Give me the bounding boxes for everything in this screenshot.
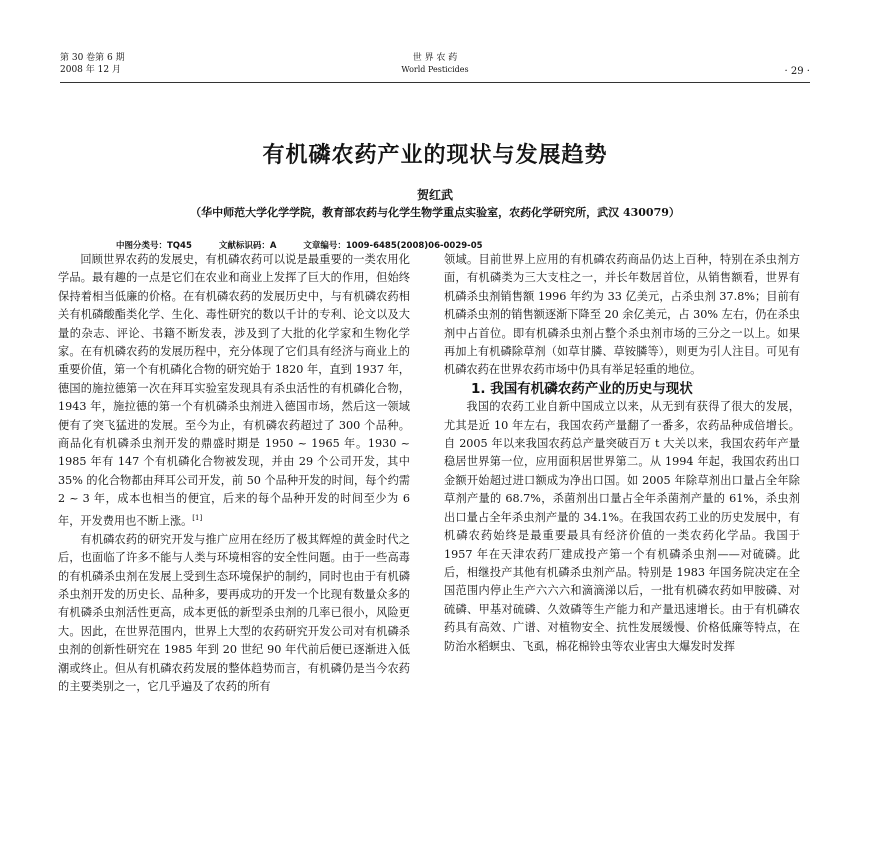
header-journal-block (0, 52, 870, 76)
header-journal-cn: 世 界 农 药 (412, 53, 458, 63)
left-paragraph-2: 有机磷农药的研究开发与推广应用在经历了极其辉煌的黄金时代之后，也面临了许多不能与人类与环境相容的安全性问题。由于一些高毒的有机磷杀虫剂在发展上受到生态环境保护的制约，同时也由于有机磷杀虫剂开发的历史长、品种多，要再成功的开发一个比现有数量众多的有机磷杀虫剂活性更高，成本更低的新型杀虫剂的几率已很小，风险更大。因此，在世界范围内，世界上大型的农药研究开发公司对有机磷杀虫剂的创新性研究在 1985 年到 20 世纪 90 年代前后便已逐渐进入低潮或终止。但从有机磷农药发展的整体趋势而言，有机磷仍是当今农药的主要类别之一，它几乎遍及了农药的所有 (58, 532, 410, 694)
left-paragraph-1-text: 回顾世界农药的发展史，有机磷农药可以说是最重要的一类农用化学品。最有趣的一点是它们在农业和商业上发挥了巨大的作用，但始终保持着相当低廉的价格。在有机磷农药的发展历史中，与有机磷农药相关有机磷酸酯类化学、生化、毒性研究的数以千计的专利、论文以及大量的杂志、评论、书籍不断发表，涉及到了大批的化学家和生物化学家。在有机磷农药的发展历程中，充分体现了它们具有经济与商业上的重要价值，第一个有机磷化合物的研究始于 1820 年，直到 1937 年，德国的施拉德第一次在拜耳实验室发现具有杀虫活性的有机磷化合物，1943 年，施拉德的第一个有机磷杀虫剂进入德国市场，然后这一领域便有了突飞猛进的发展。至今为止，有机磷农药超过了 300 个品种。商品化有机磷杀虫剂开发的鼎盛时期是 1950 ~ 1965 年。1930 ~ 1985 年有 147 个有机磷化合物被发现，并由 29 个公司开发，其中 35% 的化合物都由拜耳公司开发，前 50 个品种开发的时间，每个约需 2 ~ 3 年，成本也相当的便宜，后来的每个品种开发的时间至少为 6 年，开发费用也不断上涨。 (58, 253, 410, 528)
left-paragraph-1 (58, 251, 410, 531)
header-journal-en: World Pesticides (401, 65, 469, 74)
header-date: 2008 年 12 月 (60, 65, 121, 75)
section-heading: 1. 我国有机磷农药产业的历史与现状 (471, 380, 693, 397)
reference-marker: [1] (192, 513, 203, 522)
right-paragraph-2: 我国的农药工业自新中国成立以来，从无到有获得了很大的发展，尤其是近 10 年左右，我国农药产量翻了一番多，农药品种成倍增长。自 2005 年以来我国农药总产量突破百万 t 大关以来，我国农药年产量稳居世界第一位，应用面积居世界第二。从 1994 年起，我国农药出口金额开始超过进口额成为净出口国。如 2005 年除草剂出口量占全年除草剂产量的 68.7%，杀菌剂出口量占全年杀菌剂产量的 61%，杀虫剂出口量占全年杀虫剂产量的 34.1%。在我国农药工业的历史发展中，有机磷农药始终是最重要最具有经济价值的一类农药化学品。我国于 1957 年在天津农药厂建成投产第一个有机磷杀虫剂——对硫磷。此后，相继投产其他有机磷杀虫剂产品。特别是 1983 年国务院决定在全国范围内停止生产六六六和滴滴涕以后，一批有机磷农药如甲胺磷、对硫磷、甲基对硫磷、久效磷等生产能力和产量迅速增长。由于有机磷农药具有高效、广谱、对植物安全、抗性发展缓慢、价格低廉等特点，在防治水稻螟虫、飞虱，棉花棉铃虫等农业害虫大爆发时发挥 (444, 400, 800, 653)
article-author: 贺红武 (416, 188, 453, 202)
right-column (444, 251, 800, 656)
header-page-number: · 29 · (784, 66, 810, 77)
clc-number: 中图分类号：TQ45 (116, 241, 192, 251)
right-paragraph-1: 领域。目前世界上应用的有机磷农药商品仍达上百种，特别在杀虫剂方面，有机磷类为三大支柱之一，并长年数居首位，从销售额看，世界有机磷杀虫剂销售额 1996 年约为 33 亿美元，占杀虫剂 37.8%；目前有机磷杀虫剂的销售额逐渐下降至 20 余亿美元，占 30% 左右，仍在杀虫剂中占首位。即有机磷杀虫剂占整个杀虫剂市场的三分之一以上。如果再加上有机磷除草剂（如草甘膦、草铵膦等），则更为引人注目。可见有机磷农药在世界农药市场中仍具有举足轻重的地位。 (444, 253, 800, 377)
article-title: 有机磷农药产业的现状与发展趋势 (262, 143, 608, 168)
document-code: 文献标识码：A (218, 241, 277, 251)
header-rule (60, 82, 810, 83)
article-metadata (116, 239, 507, 251)
article-affiliation: （华中师范大学化学学院，教育部农药与化学生物学重点实验室，农药化学研究所，武汉 430079） (190, 206, 680, 219)
article-number: 文章编号：1009-6485(2008)06-0029-05 (303, 241, 483, 251)
header-volume: 第 30 卷第 6 期 (60, 53, 125, 63)
left-column (58, 251, 410, 696)
